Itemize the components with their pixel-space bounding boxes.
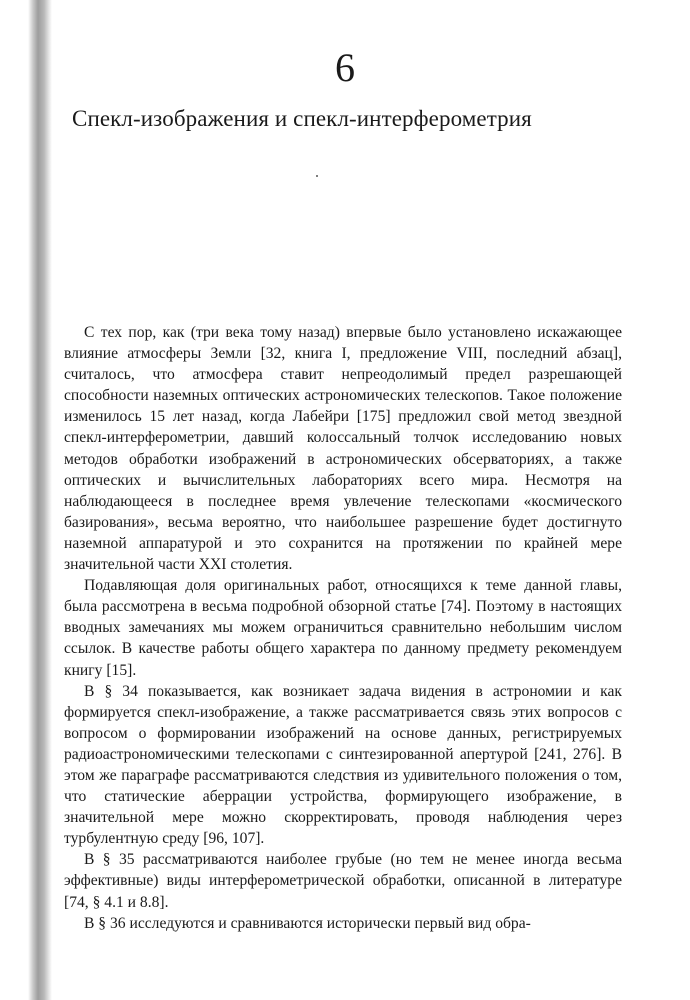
paragraph-3: В § 34 показывается, как возникает задача видения в астрономии и как формируется спекл-изображение, а также рассматривается связь этих вопросов с вопросом о формировании изображений на основе данных, регистрируемых радиоастрономическими телескопами с синтезированной апертурой [241, 276]. В этом же параграфе рассматриваются следствия из удивительного положения о том, что статические аберрации устройства, формирующего изображение, в значительной мере можно скорректировать, проводя наблюдения через турбулентную среду [96, 107].: [64, 682, 622, 848]
body-text: [64, 322, 622, 934]
paragraph-5: В § 36 исследуются и сравниваются исторически первый вид обра-: [84, 914, 531, 932]
scan-speck: [316, 175, 318, 177]
chapter-title: Спекл-изображения и спекл-интерферометрия: [72, 106, 532, 131]
binding-shadow: [0, 0, 52, 1000]
paragraph-4: В § 35 рассматриваются наиболее грубые (но тем не менее иногда весьма эффективные) виды интерферометрической обработки, описанной в литературе [74, § 4.1 и 8.8].: [64, 851, 622, 911]
paragraph-2: Подавляющая доля оригинальных работ, относящихся к теме данной главы, была рассмотрена в весьма подробной обзорной статье [74]. Поэтому в настоящих вводных замечаниях мы можем ограничиться сравнительно небольшим числом ссылок. В качестве работы общего характера по данному предмету рекомендуем книгу [15].: [64, 577, 622, 679]
paragraph-1: С тех пор, как (три века тому назад) впервые было установлено искажающее влияние атмосферы Земли [32, книга I, предложение VIII, последний абзац], считалось, что атмосфера ставит непреодолимый предел разрешающей способности наземных оптических астрономических телескопов. Такое положение изменилось 15 лет назад, когда Лабейри [175] предложил свой метод звездной спекл-интерферометрии, давший колоссальный толчок исследованию новых методов обработки изображений в астрономических обсерваториях, а также оптических и вычислительных лабораториях всего мира. Несмотря на наблюдающееся в последнее время увлечение телескопами «космического базирования», весьма вероятно, что наибольшее разрешение будет достигнуто наземной аппаратурой и это сохранится на протяжении по крайней мере значительной части XXI столетия.: [64, 324, 622, 574]
chapter-number: 6: [335, 45, 355, 90]
